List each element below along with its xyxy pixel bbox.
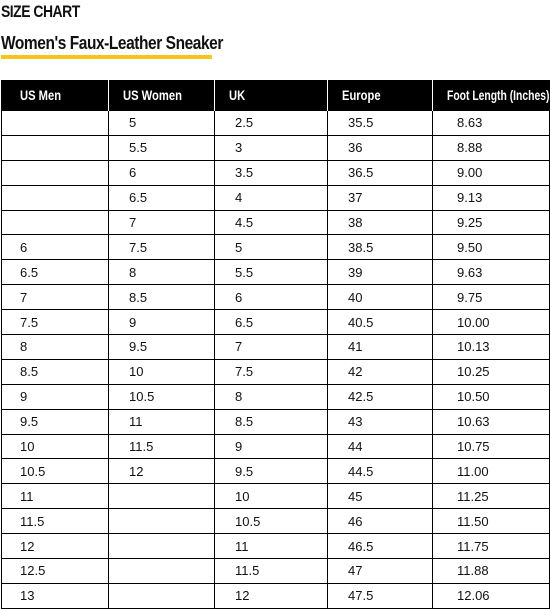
cell-foot-length: 9.13 (433, 185, 550, 210)
table-row (2, 534, 550, 559)
cell-uk: 5.5 (215, 260, 328, 285)
cell-us-men: 13 (2, 583, 109, 608)
cell-us-women (109, 509, 215, 534)
subtitle-underline (1, 55, 212, 59)
table-row (2, 335, 550, 360)
cell-us-women (109, 559, 215, 584)
cell-foot-length: 9.63 (433, 260, 550, 285)
cell-foot-length: 8.88 (433, 135, 550, 160)
cell-foot-length: 10.75 (433, 434, 550, 459)
size-chart-table (1, 80, 550, 609)
cell-us-women (109, 583, 215, 608)
cell-us-women: 6 (109, 160, 215, 185)
cell-uk: 11.5 (215, 559, 328, 584)
cell-foot-length: 12.06 (433, 583, 550, 608)
cell-foot-length: 11.25 (433, 484, 550, 509)
cell-us-women (109, 484, 215, 509)
cell-foot-length: 10.25 (433, 359, 550, 384)
cell-uk: 10 (215, 484, 328, 509)
cell-us-men: 12 (2, 534, 109, 559)
cell-us-men: 7.5 (2, 310, 109, 335)
cell-foot-length: 10.00 (433, 310, 550, 335)
cell-foot-length: 8.63 (433, 111, 550, 136)
product-subtitle: Women's Faux-Leather Sneaker (1, 33, 223, 53)
cell-foot-length: 11.88 (433, 559, 550, 584)
cell-uk: 10.5 (215, 509, 328, 534)
cell-foot-length: 11.00 (433, 459, 550, 484)
cell-foot-length: 9.00 (433, 160, 550, 185)
cell-foot-length: 9.50 (433, 235, 550, 260)
table-row (2, 583, 550, 608)
cell-europe: 38.5 (328, 235, 433, 260)
cell-uk: 6.5 (215, 310, 328, 335)
cell-europe: 44.5 (328, 459, 433, 484)
table-row (2, 434, 550, 459)
cell-us-women (109, 534, 215, 559)
table-body (2, 111, 550, 609)
cell-uk: 8.5 (215, 409, 328, 434)
table-row (2, 459, 550, 484)
cell-uk: 6 (215, 285, 328, 310)
cell-uk: 5 (215, 235, 328, 260)
cell-us-women: 7 (109, 210, 215, 235)
cell-us-men: 6.5 (2, 260, 109, 285)
cell-us-men: 6 (2, 235, 109, 260)
cell-us-women: 11.5 (109, 434, 215, 459)
cell-europe: 47 (328, 559, 433, 584)
cell-europe: 40.5 (328, 310, 433, 335)
cell-foot-length: 10.63 (433, 409, 550, 434)
table-row (2, 210, 550, 235)
table-row (2, 409, 550, 434)
cell-europe: 43 (328, 409, 433, 434)
cell-us-men (2, 111, 109, 136)
header-row (2, 80, 550, 111)
cell-europe: 40 (328, 285, 433, 310)
cell-us-women: 10 (109, 359, 215, 384)
col-header-us-men: US Men (2, 80, 109, 111)
cell-us-men (2, 160, 109, 185)
cell-europe: 47.5 (328, 583, 433, 608)
cell-europe: 46.5 (328, 534, 433, 559)
cell-us-men (2, 135, 109, 160)
cell-europe: 41 (328, 335, 433, 360)
col-header-europe: Europe (328, 80, 433, 111)
table-row (2, 559, 550, 584)
table-header (2, 80, 550, 111)
cell-uk: 7 (215, 335, 328, 360)
cell-uk: 2.5 (215, 111, 328, 136)
cell-uk: 12 (215, 583, 328, 608)
cell-foot-length: 9.75 (433, 285, 550, 310)
cell-us-men: 8.5 (2, 359, 109, 384)
cell-europe: 42 (328, 359, 433, 384)
cell-europe: 39 (328, 260, 433, 285)
cell-us-men: 12.5 (2, 559, 109, 584)
table-row (2, 484, 550, 509)
col-header-uk: UK (215, 80, 328, 111)
table-row (2, 160, 550, 185)
table-row (2, 359, 550, 384)
cell-europe: 36.5 (328, 160, 433, 185)
col-header-us-women: US Women (109, 80, 215, 111)
cell-us-men: 10 (2, 434, 109, 459)
table-row (2, 260, 550, 285)
cell-foot-length: 10.50 (433, 384, 550, 409)
cell-europe: 36 (328, 135, 433, 160)
cell-uk: 8 (215, 384, 328, 409)
col-header-foot-length: Foot Length (Inches) (433, 80, 550, 111)
cell-us-women: 6.5 (109, 185, 215, 210)
cell-us-women: 8 (109, 260, 215, 285)
cell-europe: 42.5 (328, 384, 433, 409)
cell-foot-length: 11.50 (433, 509, 550, 534)
cell-europe: 37 (328, 185, 433, 210)
cell-foot-length: 11.75 (433, 534, 550, 559)
cell-us-women: 11 (109, 409, 215, 434)
cell-europe: 44 (328, 434, 433, 459)
cell-us-women: 7.5 (109, 235, 215, 260)
cell-foot-length: 10.13 (433, 335, 550, 360)
cell-uk: 4.5 (215, 210, 328, 235)
cell-us-women: 8.5 (109, 285, 215, 310)
cell-uk: 7.5 (215, 359, 328, 384)
cell-us-men (2, 185, 109, 210)
cell-us-men: 11.5 (2, 509, 109, 534)
table-row (2, 111, 550, 136)
subtitle-block (1, 31, 259, 55)
table-row (2, 135, 550, 160)
cell-uk: 11 (215, 534, 328, 559)
cell-uk: 3 (215, 135, 328, 160)
cell-uk: 9.5 (215, 459, 328, 484)
cell-us-men (2, 210, 109, 235)
cell-us-men: 10.5 (2, 459, 109, 484)
cell-us-women: 5.5 (109, 135, 215, 160)
table-row (2, 509, 550, 534)
cell-us-men: 7 (2, 285, 109, 310)
cell-us-women: 9 (109, 310, 215, 335)
cell-us-women: 5 (109, 111, 215, 136)
cell-europe: 45 (328, 484, 433, 509)
cell-foot-length: 9.25 (433, 210, 550, 235)
cell-us-men: 9 (2, 384, 109, 409)
cell-uk: 9 (215, 434, 328, 459)
cell-europe: 46 (328, 509, 433, 534)
cell-uk: 4 (215, 185, 328, 210)
table-row (2, 185, 550, 210)
table-row (2, 384, 550, 409)
cell-us-women: 12 (109, 459, 215, 484)
cell-us-men: 8 (2, 335, 109, 360)
table-row (2, 235, 550, 260)
cell-us-women: 9.5 (109, 335, 215, 360)
cell-europe: 38 (328, 210, 433, 235)
cell-europe: 35.5 (328, 111, 433, 136)
table-row (2, 285, 550, 310)
page-title: SIZE CHART (1, 2, 80, 21)
cell-us-men: 11 (2, 484, 109, 509)
cell-us-men: 9.5 (2, 409, 109, 434)
table-row (2, 310, 550, 335)
cell-uk: 3.5 (215, 160, 328, 185)
cell-us-women: 10.5 (109, 384, 215, 409)
